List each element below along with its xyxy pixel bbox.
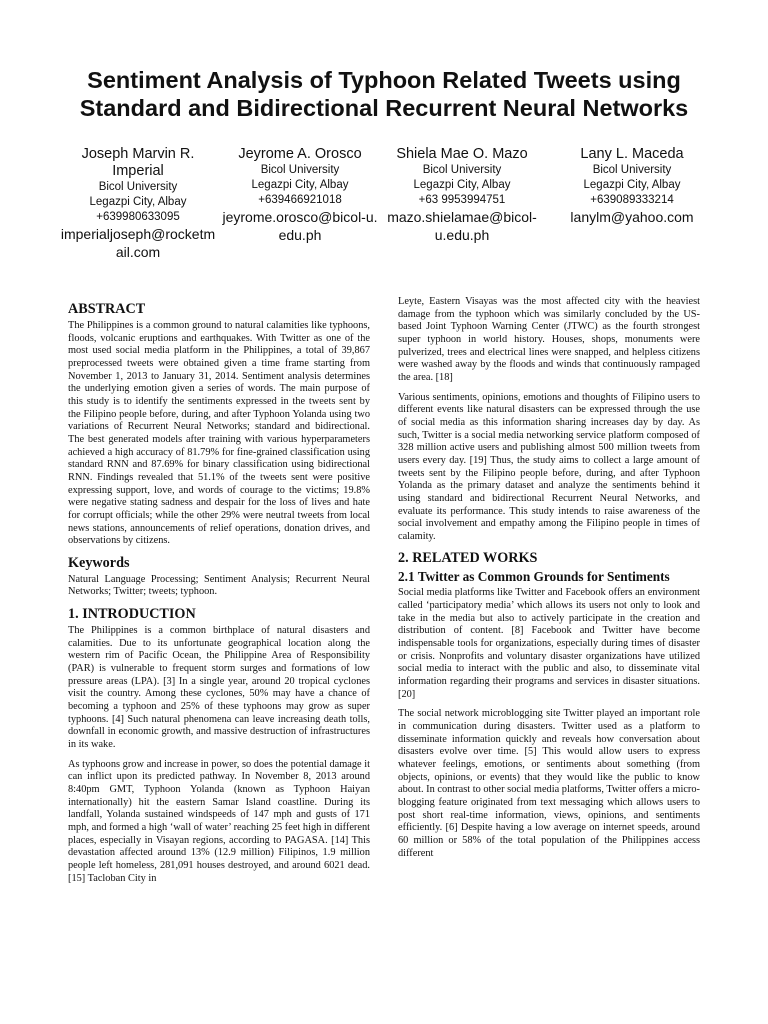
author-email[interactable]: imperialjoseph@rocketmail.com [60, 226, 216, 260]
author-phone: +639089333214 [590, 194, 674, 206]
author-email[interactable]: mazo.shielamae@bicol-u.edu.ph [387, 209, 537, 243]
introduction-paragraph-3: Leyte, Eastern Visayas was the most affected city with the heaviest damage from the typhoon which was similarly concluded by the US-based Joint Typhoon Warning Center (JTWC) as the fourth strongest super typhoon in world history. Houses, shops, monuments were pulverized, trees and electrical lines were snapped, and helpless citizens were washed away by the floods and winds that continuously rampaged the area. [18] [398, 296, 700, 383]
introduction-paragraph-2: As typhoons grow and increase in power, so does the potential damage it can inflict upon its predicted pathway. In November 8, 2013 around 8:40pm GMT, Typhoon Yolanda (known as Typhoon Haiyan internationally) hit the eastern Samar Island coastline. During its landfall, Yolanda sustained windspeeds of 147 mph and gusts of 171 mph, and formed a high ‘wall of water’ reaching 25 feet high in different places, especially in Visayan regions, according to PAGASA. [14] This devastation affected around 13% (12.9 million) Filipinos, 1.9 million people left homeless, 281,091 houses destroyed, and around 6021 dead. [15] Tacloban City in [68, 758, 370, 884]
introduction-paragraph-4: Various sentiments, opinions, emotions and thoughts of Filipino users to different events like natural disasters can be expressed through the use of social media as this information sharing increases day by day. As such, Twitter is a social media networking service platform composed of 328 million active users and publishing almost 500 million tweets from users every day. [19] Thus, the study aims to collect a large amount of tweets sent by the Filipino people before, during, and after Typhoon Yolanda as the primary dataset and analyze the sentiments behind it using standard and bidirectional Recurrent Neural Networks, and evaluate its performance. This study intends to raise awareness of the social involvement and empathy among the Filipino people in times of calamity. [398, 391, 700, 542]
abstract-text: The Philippines is a common ground to natural calamities like typhoons, floods, volcanic eruptions and earthquakes. With Twitter as one of the most used social media platform in the Philippines, a total of 39,867 preprocessed tweets were obtained given a time frame starting from November 1, 2013 to January 31, 2014. Sentiment analysis determines the underlying emotion given a series of words. The main purpose of this study is to identify the sentiments expressed in the tweets sent by the Filipino people before, during, and after Typhoon Yolanda using two variations of Recurrent Neural Networks; standard and bidirectional. The best generated models after training with various hyperparameters achieved a high accuracy of 81.79% for fine-grained classification using standard RNN and 87.69% for binary classification using bidirectional RNN. Findings revealed that 51.1% of the tweets sent were positive expressing support, love, and words of courage to the victims; 19.8% were negative stating sadness and despair for the loss of lives and hate for corrupt officials; while the other 29% were neutral tweets from local news stations, announcements of relief operations, donation drives, and observations by citizens. [68, 320, 370, 547]
right-column [398, 296, 700, 860]
introduction-heading: 1. INTRODUCTION [68, 606, 196, 623]
subsection-heading: 2.1 Twitter as Common Grounds for Sentiments [398, 569, 670, 585]
introduction-paragraph-1: The Philippines is a common birthplace of natural disasters and calamities. Due to its unfortunate geographical location along the western rim of Pacific Ocean, the Philippine Area of Responsibility (PAR) is vulnerable to frequent storm surges and formations of low pressure areas (LPA). [3] In a single year, around 20 tropical cyclones visit the country. Among these cyclones, 50% may have a chance of becoming a typhoon and 25% of these typhoons may grow as super typhoons. [4] Such natural phenomena can leave increasing death tolls, downfall in economic growth, and massive destruction of infrastructures in its wake. [68, 625, 370, 751]
author-name: Lany L. Maceda [580, 146, 684, 162]
author-name: Jeyrome A. Orosco [238, 146, 362, 162]
abstract-heading: ABSTRACT [68, 301, 146, 317]
related-works-heading: 2. RELATED WORKS [398, 550, 538, 567]
author-affiliation: Bicol University [422, 164, 502, 176]
author-email[interactable]: jeyrome.orosco@bicol-u.edu.ph [222, 209, 378, 243]
author-email[interactable]: lanylm@yahoo.com [570, 209, 694, 225]
author-affiliation: Bicol University [260, 164, 340, 176]
left-column [68, 297, 370, 885]
author-location: Legazpi City, Albay [89, 196, 187, 208]
author-block-4 [552, 146, 712, 226]
author-phone: +63 9953994751 [418, 194, 506, 206]
author-block-3 [382, 146, 542, 244]
author-block-2 [220, 146, 380, 244]
keywords-heading: Keywords [68, 554, 130, 571]
related-works-paragraph-2: The social network microblogging site Twitter played an important role in communication during disasters. Twitter used as a platform to disseminate information quickly and reveals how conversation about disasters evolve over time. [5] This would allow users to express whatever feelings, emotions, or sentiments about something (from objects, opinions, or events) that they would like the public to know about. In contrast to other social media platforms, Twitter offers a micro-blogging feature originated from text messaging which allows users to post short real-time information, views, opinions, and sentiments efficiently. [6] Despite having a low average on internet speeds, around 60 million or 58% of the total population of the Philippines access different [398, 708, 700, 859]
author-block-1 [58, 146, 218, 261]
author-affiliation: Bicol University [98, 181, 178, 193]
paper-title: Sentiment Analysis of Typhoon Related Tweets using Standard and Bidirectional Recurrent Neural Networks [79, 67, 689, 121]
author-phone: +639980633095 [96, 211, 180, 223]
author-phone: +639466921018 [258, 194, 342, 206]
author-affiliation: Bicol University [592, 164, 672, 176]
author-location: Legazpi City, Albay [251, 179, 349, 191]
keywords-text: Natural Language Processing; Sentiment Analysis; Recurrent Neural Networks; Twitter; tweets; typhoon. [68, 573, 370, 598]
author-location: Legazpi City, Albay [413, 179, 511, 191]
author-name: Shiela Mae O. Mazo [396, 146, 528, 162]
author-name: Joseph Marvin R. Imperial [81, 146, 195, 179]
related-works-paragraph-1: Social media platforms like Twitter and Facebook offers an environment called ‘participatory media’ which allows its users not only to look and take in the media but also to actively participate in the creation and distribution of content. [8] Facebook and Twitter have become indispensable tools for organizations, especially during times of disaster or crisis. Nonprofits and voluntary disaster organizations have utilized social media to interact with the public and also, to disseminate vital information regarding their programs and services in disaster situations. [20] [398, 587, 700, 700]
author-location: Legazpi City, Albay [583, 179, 681, 191]
